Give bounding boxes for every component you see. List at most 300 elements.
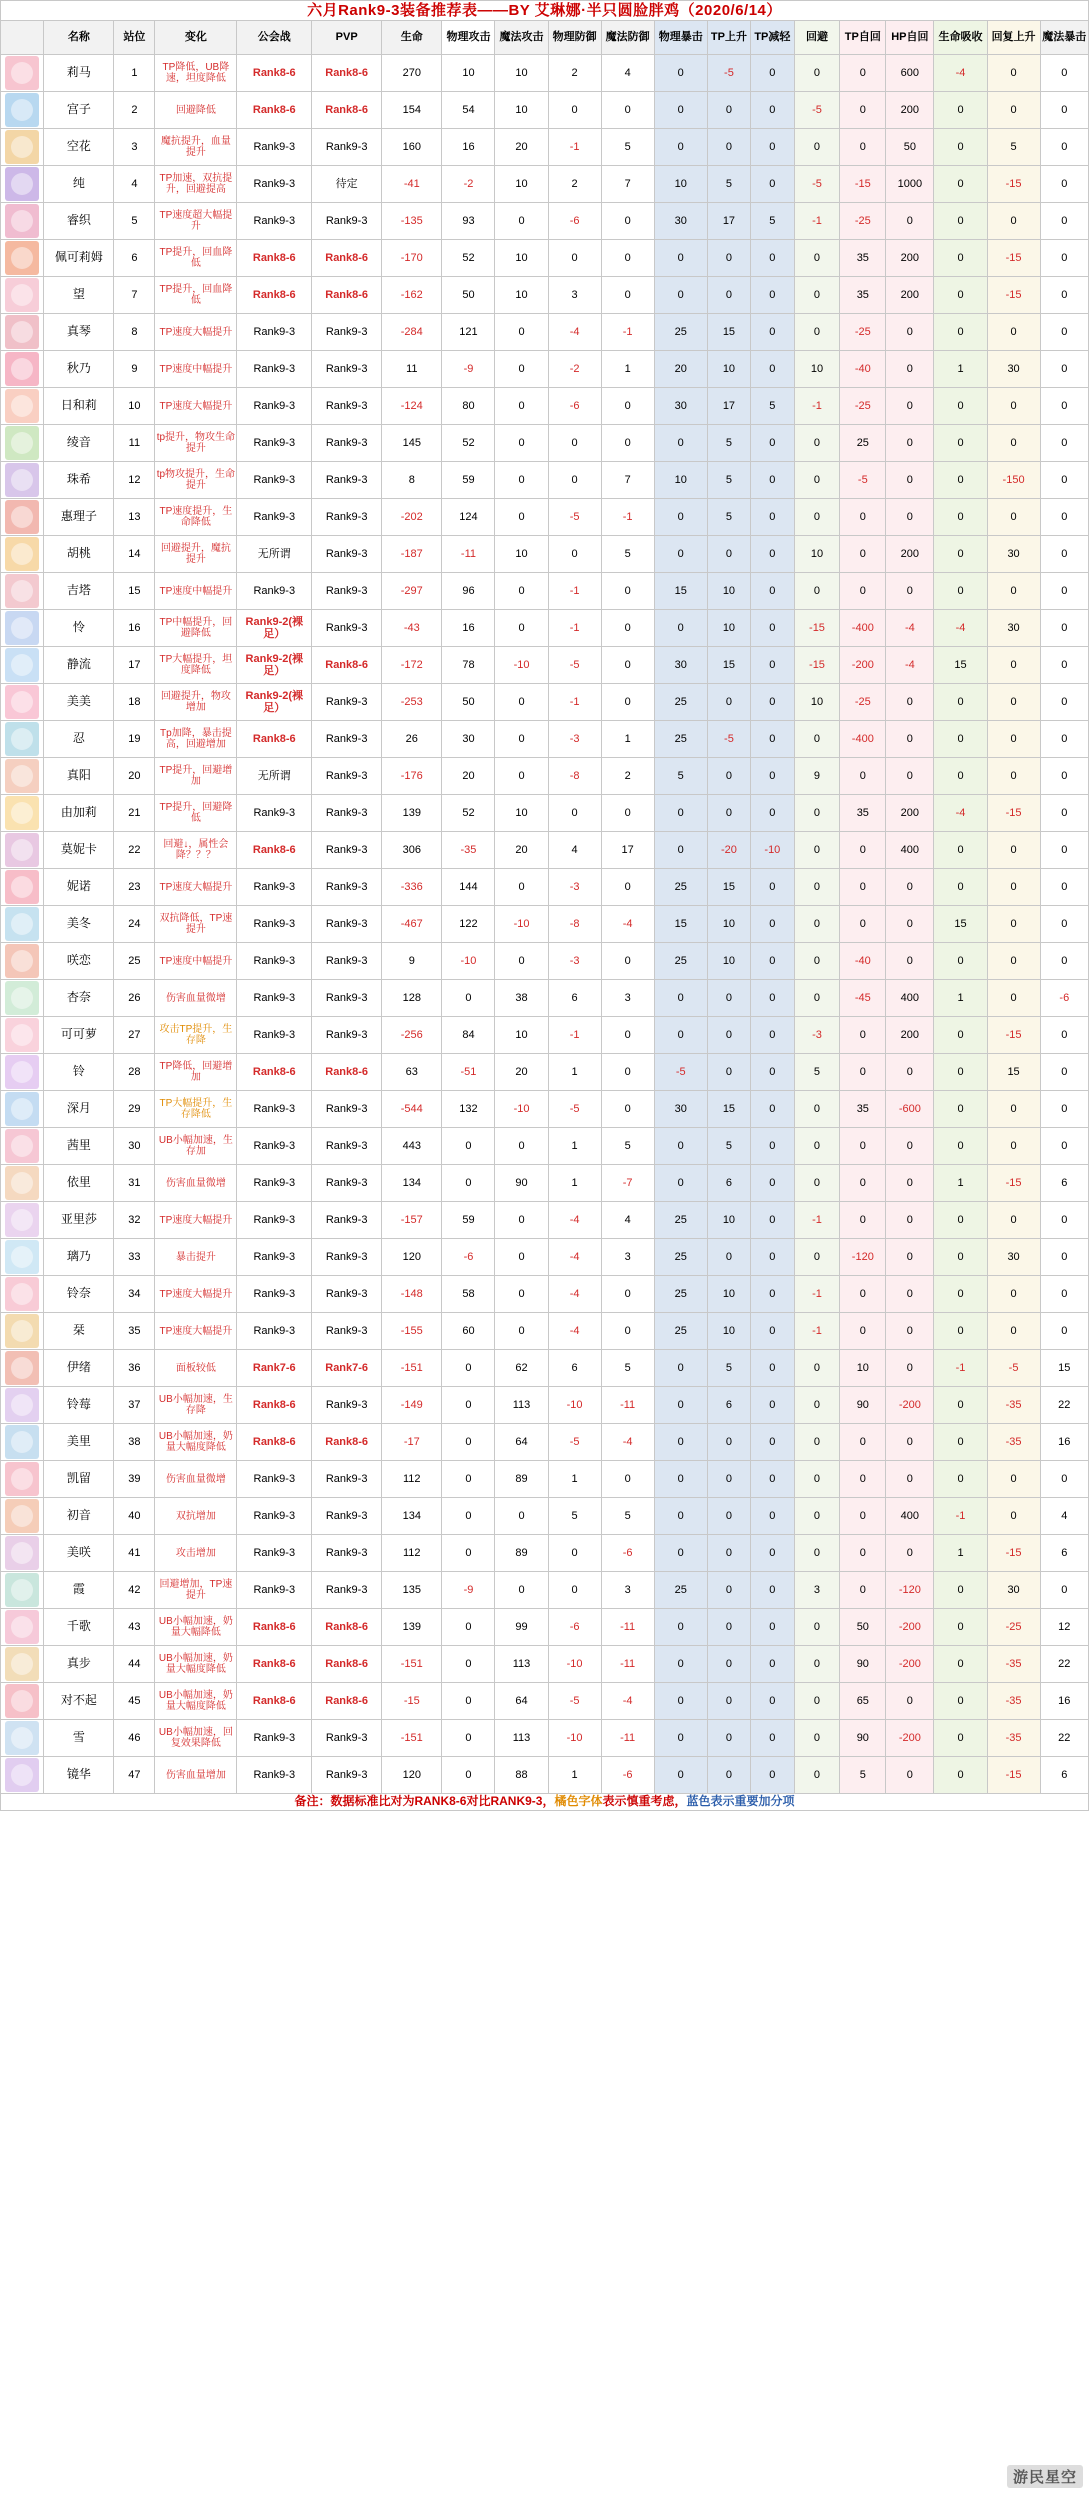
character-avatar (1, 1498, 44, 1535)
stat-tpred: 0 (751, 1091, 794, 1128)
stat-lifesteal: -1 (934, 1350, 987, 1387)
character-name: 宫子 (44, 92, 114, 129)
stat-lifesteal: 0 (934, 832, 987, 869)
stat-patk: 0 (442, 1535, 495, 1572)
pvp-rank: Rank9-3 (312, 1202, 382, 1239)
stat-matk: 0 (495, 1498, 548, 1535)
stat-mcrit: 12 (1040, 1609, 1088, 1646)
stat-lifesteal: 0 (934, 1572, 987, 1609)
table-row (1, 1609, 1089, 1646)
guild-war-rank: Rank9-2(裸足） (237, 647, 312, 684)
stat-tpauto: 0 (840, 1128, 886, 1165)
stat-tpauto: -25 (840, 684, 886, 721)
pvp-rank: Rank9-3 (312, 869, 382, 906)
stat-heal: 0 (987, 1313, 1040, 1350)
stat-mcrit: 6 (1040, 1535, 1088, 1572)
stat-pdef: 0 (548, 92, 601, 129)
character-name: 真阳 (44, 758, 114, 795)
stat-hpauto: 0 (886, 1757, 934, 1794)
stat-dodge: 5 (794, 1054, 840, 1091)
slot-number: 36 (114, 1350, 155, 1387)
stat-tpauto: 0 (840, 55, 886, 92)
pvp-rank: Rank9-3 (312, 795, 382, 832)
character-avatar (1, 1720, 44, 1757)
character-avatar (1, 1461, 44, 1498)
stat-heal: 0 (987, 869, 1040, 906)
avatar (5, 352, 39, 386)
stat-pcrit: 0 (654, 1387, 707, 1424)
change-description: 双抗降低，TP速提升 (155, 906, 237, 943)
stat-heal: 0 (987, 1091, 1040, 1128)
pvp-rank: Rank9-3 (312, 351, 382, 388)
stat-lifesteal: 0 (934, 1461, 987, 1498)
stat-dodge: -1 (794, 203, 840, 240)
stat-mdef: 0 (601, 1461, 654, 1498)
slot-number: 26 (114, 980, 155, 1017)
stat-patk: 0 (442, 1646, 495, 1683)
stat-tpred: 0 (751, 92, 794, 129)
stat-tpauto: -40 (840, 943, 886, 980)
table-row (1, 425, 1089, 462)
stat-heal: 30 (987, 610, 1040, 647)
stat-hpauto: 0 (886, 1276, 934, 1313)
stat-pcrit: 0 (654, 499, 707, 536)
stat-mcrit: 0 (1040, 1017, 1088, 1054)
stat-tpup: 0 (707, 92, 750, 129)
stat-pcrit: 25 (654, 721, 707, 758)
stat-dodge: 0 (794, 1609, 840, 1646)
header-physical-crit: 物理暴击 (654, 21, 707, 55)
stat-hpauto: 0 (886, 1239, 934, 1276)
table-row (1, 573, 1089, 610)
stat-matk: 89 (495, 1461, 548, 1498)
stat-lifesteal: 0 (934, 462, 987, 499)
stat-heal: 0 (987, 92, 1040, 129)
stat-pcrit: 0 (654, 1128, 707, 1165)
stat-mcrit: 0 (1040, 166, 1088, 203)
stat-lifesteal: 0 (934, 1720, 987, 1757)
stat-mcrit: 0 (1040, 1128, 1088, 1165)
stat-pdef: -6 (548, 388, 601, 425)
stat-mcrit: 0 (1040, 536, 1088, 573)
stat-pcrit: 25 (654, 869, 707, 906)
table-row (1, 758, 1089, 795)
stat-dodge: 0 (794, 462, 840, 499)
stat-patk: 20 (442, 758, 495, 795)
stat-matk: 113 (495, 1387, 548, 1424)
stat-tpred: 0 (751, 1572, 794, 1609)
stat-pcrit: 0 (654, 1350, 707, 1387)
stat-tpauto: 0 (840, 1535, 886, 1572)
character-avatar (1, 1350, 44, 1387)
stat-hpauto: 0 (886, 203, 934, 240)
stat-tpup: 0 (707, 129, 750, 166)
character-name: 对不起 (44, 1683, 114, 1720)
character-name: 初音 (44, 1498, 114, 1535)
stat-hp: -284 (382, 314, 442, 351)
stat-mdef: 3 (601, 1572, 654, 1609)
header-magic-attack: 魔法攻击 (495, 21, 548, 55)
character-avatar (1, 351, 44, 388)
stat-lifesteal: -4 (934, 795, 987, 832)
guild-war-rank: Rank9-3 (237, 462, 312, 499)
table-row (1, 1387, 1089, 1424)
guild-war-rank: Rank9-3 (237, 314, 312, 351)
stat-tpup: 0 (707, 758, 750, 795)
stat-matk: 90 (495, 1165, 548, 1202)
stat-matk: 0 (495, 314, 548, 351)
footer-note (1, 1794, 1089, 1811)
guild-war-rank: Rank9-3 (237, 980, 312, 1017)
stat-hp: -17 (382, 1424, 442, 1461)
guild-war-rank: Rank9-3 (237, 869, 312, 906)
stat-patk: -6 (442, 1239, 495, 1276)
avatar (5, 611, 39, 645)
stat-pdef: -4 (548, 1202, 601, 1239)
stat-matk: -10 (495, 647, 548, 684)
stat-pcrit: 25 (654, 1239, 707, 1276)
stat-hp: 306 (382, 832, 442, 869)
pvp-rank: Rank8-6 (312, 647, 382, 684)
pvp-rank: Rank9-3 (312, 1572, 382, 1609)
stat-tpup: 5 (707, 1128, 750, 1165)
stat-mcrit: 0 (1040, 92, 1088, 129)
slot-number: 34 (114, 1276, 155, 1313)
stat-mcrit: 22 (1040, 1646, 1088, 1683)
stat-lifesteal: 0 (934, 1239, 987, 1276)
stat-heal: 0 (987, 906, 1040, 943)
avatar (5, 796, 39, 830)
stat-mdef: 0 (601, 1276, 654, 1313)
avatar (5, 537, 39, 571)
stat-dodge: 0 (794, 721, 840, 758)
slot-number: 14 (114, 536, 155, 573)
stat-pdef: -1 (548, 684, 601, 721)
pvp-rank: Rank9-3 (312, 573, 382, 610)
stat-tpup: 0 (707, 1535, 750, 1572)
guild-war-rank: Rank9-3 (237, 795, 312, 832)
stat-heal: 15 (987, 1054, 1040, 1091)
character-avatar (1, 277, 44, 314)
character-avatar (1, 1424, 44, 1461)
stat-dodge: -1 (794, 1202, 840, 1239)
stat-pdef: 1 (548, 1128, 601, 1165)
change-description: 回避降低 (155, 92, 237, 129)
stat-mcrit: 6 (1040, 1165, 1088, 1202)
table-title-row (1, 1, 1089, 21)
stat-hpauto: 0 (886, 943, 934, 980)
stat-lifesteal: 0 (934, 758, 987, 795)
stat-hp: 134 (382, 1498, 442, 1535)
stat-pcrit: 0 (654, 240, 707, 277)
avatar (5, 1499, 39, 1533)
stat-dodge: 0 (794, 943, 840, 980)
stat-tpred: 0 (751, 1646, 794, 1683)
pvp-rank: Rank8-6 (312, 1646, 382, 1683)
stat-lifesteal: 15 (934, 647, 987, 684)
stat-tpred: 0 (751, 869, 794, 906)
stat-heal: -15 (987, 240, 1040, 277)
character-name: 空花 (44, 129, 114, 166)
stat-tpred: -10 (751, 832, 794, 869)
stat-pdef: -8 (548, 758, 601, 795)
pvp-rank: Rank9-3 (312, 906, 382, 943)
stat-hp: -544 (382, 1091, 442, 1128)
stat-tpauto: -400 (840, 721, 886, 758)
stat-dodge: 0 (794, 1350, 840, 1387)
stat-mdef: 5 (601, 1498, 654, 1535)
stat-hpauto: 0 (886, 388, 934, 425)
stat-mdef: 5 (601, 1350, 654, 1387)
pvp-rank: Rank8-6 (312, 240, 382, 277)
stat-hp: -172 (382, 647, 442, 684)
stat-dodge: -1 (794, 1276, 840, 1313)
stat-mdef: 0 (601, 1017, 654, 1054)
stat-hpauto: 0 (886, 499, 934, 536)
stat-mdef: 0 (601, 388, 654, 425)
stat-tpred: 0 (751, 906, 794, 943)
character-name: 雪 (44, 1720, 114, 1757)
stat-tpauto: 0 (840, 536, 886, 573)
stat-pdef: -5 (548, 647, 601, 684)
stat-heal: -35 (987, 1387, 1040, 1424)
character-name: 美冬 (44, 906, 114, 943)
stat-lifesteal: 0 (934, 1313, 987, 1350)
stat-dodge: 9 (794, 758, 840, 795)
stat-tpup: 0 (707, 1609, 750, 1646)
stat-dodge: -15 (794, 647, 840, 684)
avatar (5, 833, 39, 867)
stat-matk: 0 (495, 1313, 548, 1350)
stat-tpup: 0 (707, 980, 750, 1017)
stat-matk: 0 (495, 351, 548, 388)
stat-pcrit: 0 (654, 92, 707, 129)
avatar (5, 500, 39, 534)
guild-war-rank: Rank9-2(裸足） (237, 610, 312, 647)
slot-number: 8 (114, 314, 155, 351)
table-header-row (1, 21, 1089, 55)
stat-patk: 0 (442, 1128, 495, 1165)
stat-dodge: -3 (794, 1017, 840, 1054)
stat-mcrit: 0 (1040, 647, 1088, 684)
stat-mdef: -4 (601, 906, 654, 943)
character-avatar (1, 203, 44, 240)
stat-pcrit: 25 (654, 314, 707, 351)
table-row (1, 1017, 1089, 1054)
stat-tpup: 5 (707, 499, 750, 536)
stat-pdef: 1 (548, 1757, 601, 1794)
slot-number: 20 (114, 758, 155, 795)
guild-war-rank: Rank9-3 (237, 1572, 312, 1609)
stat-pcrit: 20 (654, 351, 707, 388)
stat-hp: -148 (382, 1276, 442, 1313)
stat-pcrit: 0 (654, 1461, 707, 1498)
table-row (1, 536, 1089, 573)
stat-tpred: 0 (751, 573, 794, 610)
character-avatar (1, 647, 44, 684)
stat-mdef: -11 (601, 1646, 654, 1683)
change-description: TP速度大幅提升 (155, 1313, 237, 1350)
stat-heal: 0 (987, 832, 1040, 869)
table-row (1, 351, 1089, 388)
header-hp: 生命 (382, 21, 442, 55)
stat-pcrit: 0 (654, 1683, 707, 1720)
stat-tpred: 0 (751, 1498, 794, 1535)
table-row (1, 869, 1089, 906)
stat-tpred: 0 (751, 425, 794, 462)
stat-dodge: 0 (794, 55, 840, 92)
stat-tpauto: 0 (840, 499, 886, 536)
stat-pdef: -2 (548, 351, 601, 388)
stat-tpup: -5 (707, 721, 750, 758)
stat-pdef: -1 (548, 610, 601, 647)
character-name: 千歌 (44, 1609, 114, 1646)
stat-tpred: 0 (751, 943, 794, 980)
change-description: TP提升，回血降低 (155, 240, 237, 277)
stat-tpup: 10 (707, 943, 750, 980)
stat-tpauto: 0 (840, 832, 886, 869)
stat-mcrit: 0 (1040, 721, 1088, 758)
stat-hp: 135 (382, 1572, 442, 1609)
stat-heal: -35 (987, 1424, 1040, 1461)
stat-hpauto: 200 (886, 240, 934, 277)
guild-war-rank: Rank9-3 (237, 1720, 312, 1757)
change-description: 伤害血量微增 (155, 980, 237, 1017)
change-description: TP速度超大幅提升 (155, 203, 237, 240)
stat-mdef: 0 (601, 1091, 654, 1128)
character-name: 栞 (44, 1313, 114, 1350)
stat-patk: 58 (442, 1276, 495, 1313)
slot-number: 38 (114, 1424, 155, 1461)
stat-matk: 0 (495, 573, 548, 610)
character-avatar (1, 1202, 44, 1239)
avatar (5, 981, 39, 1015)
character-avatar (1, 499, 44, 536)
character-name: 伊绪 (44, 1350, 114, 1387)
stat-hpauto: 0 (886, 1350, 934, 1387)
table-row (1, 1683, 1089, 1720)
stat-patk: 52 (442, 240, 495, 277)
character-avatar (1, 314, 44, 351)
stat-tpauto: -45 (840, 980, 886, 1017)
character-name: 真琴 (44, 314, 114, 351)
stat-tpauto: 5 (840, 1757, 886, 1794)
slot-number: 47 (114, 1757, 155, 1794)
avatar (5, 1684, 39, 1718)
footer-mid: 表示慎重考虑， (602, 1794, 687, 1809)
stat-mcrit: 0 (1040, 240, 1088, 277)
stat-patk: 16 (442, 129, 495, 166)
stat-pcrit: 25 (654, 1202, 707, 1239)
stat-matk: 62 (495, 1350, 548, 1387)
stat-pdef: -1 (548, 129, 601, 166)
avatar (5, 426, 39, 460)
stat-pcrit: -5 (654, 1054, 707, 1091)
character-name: 铃 (44, 1054, 114, 1091)
avatar (5, 1092, 39, 1126)
stat-dodge: 0 (794, 277, 840, 314)
stat-lifesteal: 0 (934, 1683, 987, 1720)
pvp-rank: Rank9-3 (312, 499, 382, 536)
footer-orange: 橘色字体 (554, 1794, 603, 1809)
pvp-rank: Rank9-3 (312, 425, 382, 462)
stat-dodge: 0 (794, 1757, 840, 1794)
stat-tpred: 0 (751, 499, 794, 536)
slot-number: 35 (114, 1313, 155, 1350)
stat-heal: 0 (987, 1498, 1040, 1535)
table-row (1, 1350, 1089, 1387)
stat-mdef: 0 (601, 203, 654, 240)
change-description: UB小幅加速，奶量大幅度降低 (155, 1646, 237, 1683)
stat-matk: 0 (495, 462, 548, 499)
stat-tpup: 10 (707, 1313, 750, 1350)
character-name: 铃莓 (44, 1387, 114, 1424)
slot-number: 29 (114, 1091, 155, 1128)
avatar (5, 907, 39, 941)
stat-pdef: -10 (548, 1387, 601, 1424)
stat-hp: -151 (382, 1350, 442, 1387)
character-name: 秋乃 (44, 351, 114, 388)
table-row (1, 1424, 1089, 1461)
character-avatar (1, 869, 44, 906)
stat-pcrit: 15 (654, 573, 707, 610)
stat-heal: -15 (987, 1757, 1040, 1794)
stat-dodge: 0 (794, 1387, 840, 1424)
avatar (5, 1573, 39, 1607)
stat-heal: 0 (987, 943, 1040, 980)
stat-hpauto: 200 (886, 277, 934, 314)
stat-mcrit: 0 (1040, 1276, 1088, 1313)
stat-hp: 443 (382, 1128, 442, 1165)
footer-prefix: 备注：数据标准比对为RANK8-6对比RANK9-3， (294, 1794, 555, 1809)
table-row (1, 499, 1089, 536)
stat-tpup: 10 (707, 1202, 750, 1239)
stat-pdef: -6 (548, 203, 601, 240)
pvp-rank: Rank9-3 (312, 721, 382, 758)
slot-number: 37 (114, 1387, 155, 1424)
character-name: 怜 (44, 610, 114, 647)
stat-hpauto: 0 (886, 1683, 934, 1720)
stat-tpup: 0 (707, 1017, 750, 1054)
stat-matk: 0 (495, 610, 548, 647)
stat-mcrit: 22 (1040, 1387, 1088, 1424)
guild-war-rank: Rank9-3 (237, 425, 312, 462)
footer-suffix: 重要加分项 (734, 1794, 795, 1809)
stat-patk: 96 (442, 573, 495, 610)
character-avatar (1, 1683, 44, 1720)
stat-hp: 11 (382, 351, 442, 388)
stat-hpauto: 0 (886, 351, 934, 388)
table-row (1, 1128, 1089, 1165)
character-name: 静流 (44, 647, 114, 684)
slot-number: 27 (114, 1017, 155, 1054)
change-description: 面板较低 (155, 1350, 237, 1387)
stat-hpauto: 0 (886, 573, 934, 610)
stat-hp: -151 (382, 1646, 442, 1683)
stat-mdef: -4 (601, 1683, 654, 1720)
stat-tpauto: 10 (840, 1350, 886, 1387)
guild-war-rank: Rank7-6 (237, 1350, 312, 1387)
stat-mcrit: 0 (1040, 1313, 1088, 1350)
stat-mcrit: 0 (1040, 129, 1088, 166)
stat-mcrit: 0 (1040, 1054, 1088, 1091)
header-icon (1, 21, 44, 55)
stat-tpup: 0 (707, 1498, 750, 1535)
slot-number: 45 (114, 1683, 155, 1720)
table-row (1, 388, 1089, 425)
change-description: TP速度大幅提升 (155, 1276, 237, 1313)
stat-tpup: -20 (707, 832, 750, 869)
